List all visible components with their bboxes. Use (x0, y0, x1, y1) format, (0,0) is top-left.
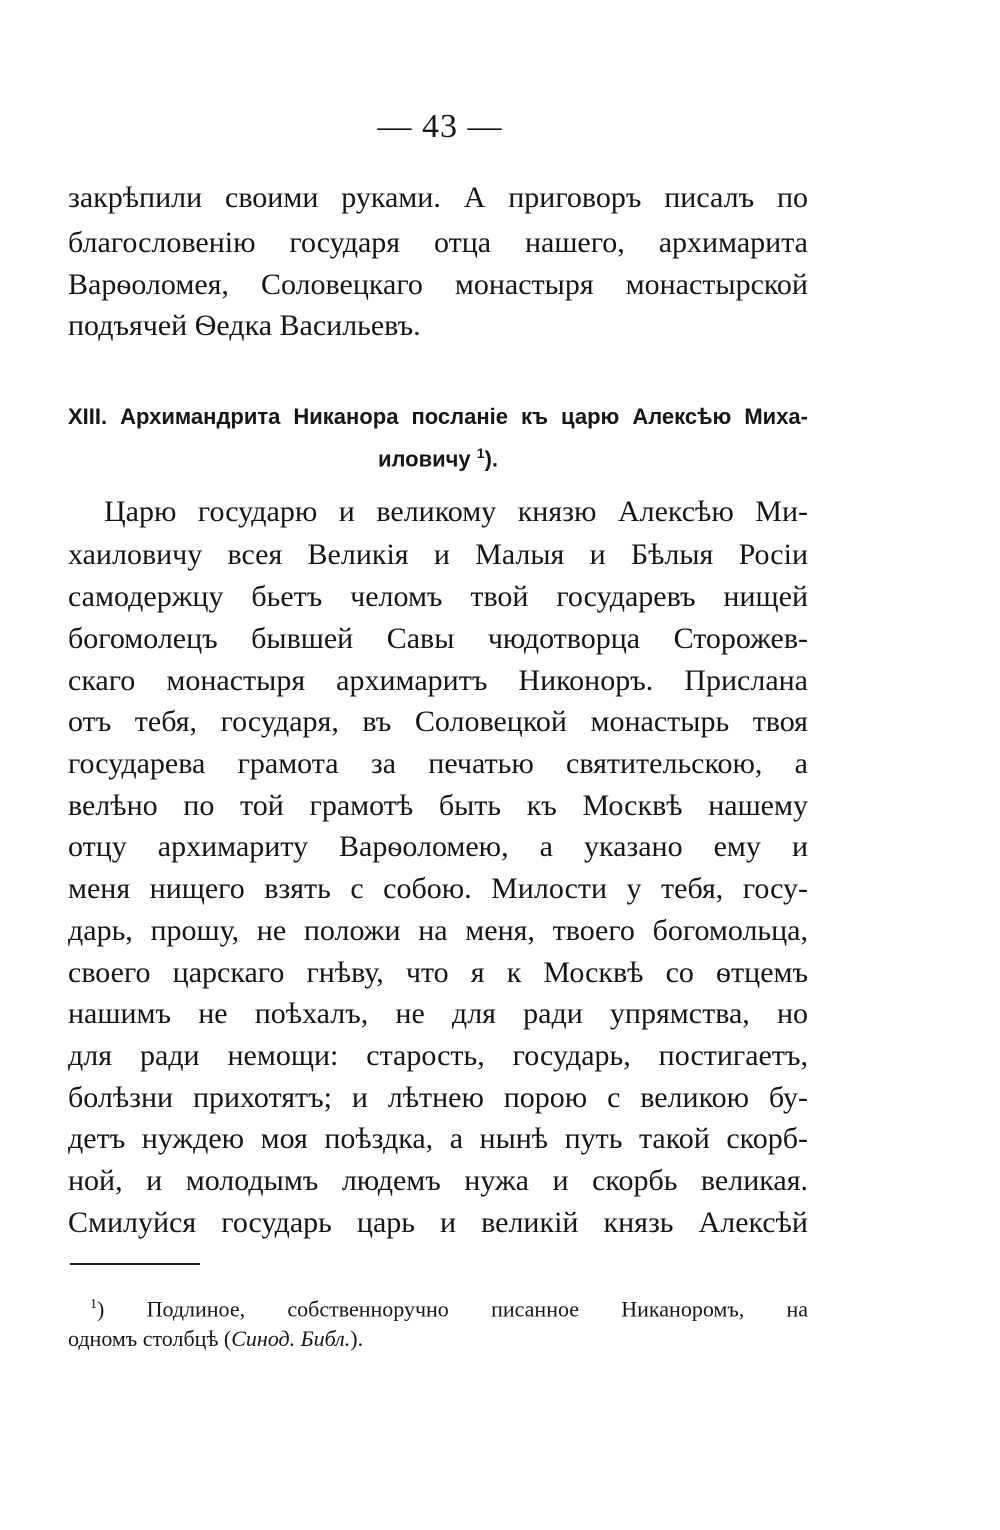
text-line: хаиловичу всея Великія и Малыя и Бѣлыя Росіи (68, 538, 808, 571)
footnote-divider (70, 1263, 200, 1265)
text-line: дарь, прошу, не положи на меня, твоего богомольца, (68, 914, 808, 947)
text-line: подъячей Ѳедка Васильевъ. (68, 309, 421, 342)
text-line: отцу архимариту Варѳоломею, а указано ему и (68, 830, 808, 863)
text-line: ной, и молодымъ людемъ нужа и скорбь великая. (68, 1164, 808, 1197)
section-heading-end: ). (484, 446, 499, 472)
section-heading-line-1: XIII. Архимандрита Никанора посланіе къ царю Алексѣю Миха- (68, 404, 808, 429)
text-line: скаго монастыря архимаритъ Никоноръ. Прислана (68, 664, 808, 697)
text-line: закрѣпили своими руками. А приговоръ писалъ по (68, 181, 808, 214)
footnote-text: одномъ столбцѣ ( (68, 1326, 232, 1351)
section-heading-text: иловичу (377, 446, 471, 472)
text-line: болѣзни прихотятъ; и лѣтнею порою с великою бу- (68, 1081, 808, 1114)
page-number: — 43 — (377, 108, 503, 145)
text-line: самодержцу бьетъ челомъ твой государевъ нищей (68, 580, 808, 613)
text-line: своего царскаго гнѣву, что я к Москвѣ со ѳтцемъ (68, 956, 808, 989)
footnote-line-1 (90, 1290, 808, 1324)
text-line: богомолецъ бывшей Савы чюдотворца Сторожев- (68, 622, 808, 655)
text-line: меня нищего взять с собою. Милости у тебя, госу- (68, 872, 808, 905)
text-line: детъ нуждею моя поѣздка, а нынѣ путь такой скорб- (68, 1122, 808, 1155)
text-line: благословенію государя отца нашего, архимарита (68, 226, 808, 259)
text-line: Варѳоломея, Соловецкаго монастыря монастырской (68, 268, 808, 301)
footnote-source: Синод. Библ. (231, 1326, 351, 1351)
text-line: нашимъ не поѣхалъ, не для ради упрямства, но (68, 997, 808, 1030)
footnote-mark: 1 (90, 1297, 97, 1312)
section-heading-line-2 (68, 438, 808, 474)
text-line: Смилуйся государь царь и великій князь Алексѣй (68, 1206, 808, 1239)
footnote-text: ) Подлиное, собственноручно писанное Никаноромъ, на (97, 1296, 808, 1322)
text-line: для ради немощи: старость, государь, постигаетъ, (68, 1039, 808, 1072)
text-line: отъ тебя, государя, въ Соловецкой монастырь твоя (68, 705, 808, 738)
text-line: Царю государю и великому князю Алексѣю Ми- (104, 495, 808, 528)
text-line: велѣно по той грамотѣ быть къ Москвѣ нашему (68, 789, 808, 822)
text-line: государева грамота за печатью святительскою, а (68, 747, 808, 780)
footnote-reference: 1 (476, 445, 485, 461)
footnote-line-2 (68, 1324, 808, 1354)
footnote-text: ). (350, 1326, 364, 1351)
